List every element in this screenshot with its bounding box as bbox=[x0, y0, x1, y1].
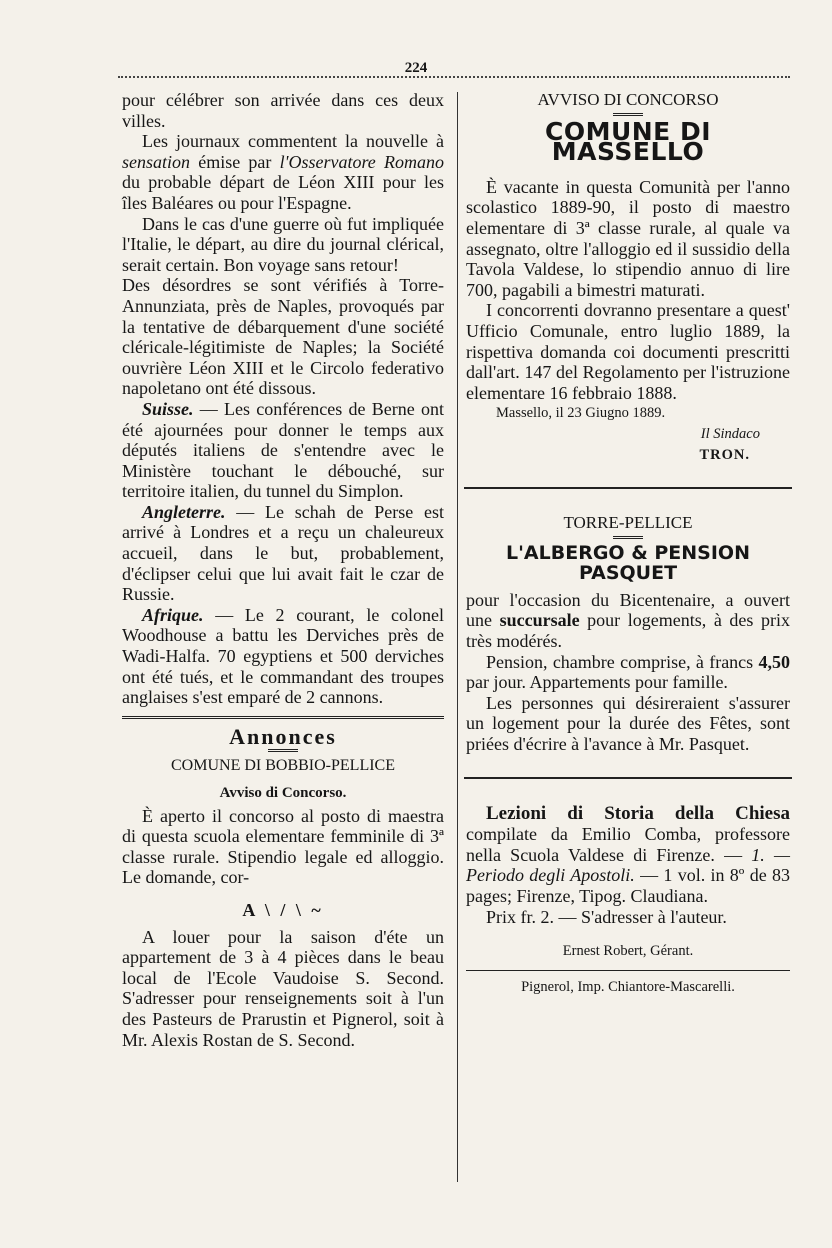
sindaco-line: Il Sindaco bbox=[700, 425, 760, 442]
torre-pellice-heading: TORRE-PELLICE bbox=[563, 513, 693, 533]
prix-line: Prix fr. 2. — S'adresser à l'auteur. bbox=[486, 906, 727, 927]
short-rule bbox=[613, 536, 643, 539]
comune-massello-heading: COMUNE DI MASSELLO bbox=[544, 116, 712, 167]
short-rule bbox=[613, 113, 643, 116]
text-run-bold: 4,50 bbox=[758, 651, 790, 672]
avviso-heading: Avviso di Concorso. bbox=[219, 785, 347, 801]
text-run-italic: 1. — Periodo degli Apostoli. bbox=[466, 844, 790, 886]
albergo-heading: L'ALBERGO & PENSION PASQUET bbox=[506, 541, 750, 585]
text-run: — Les conférences de Berne ont été ajournées pour donner le temps aux députés italiens de s'entendre avec le Ministère touchant le débouché, sur territoire italien, du tunnel du Simplon. bbox=[122, 398, 444, 502]
double-rule bbox=[122, 716, 444, 719]
separator-rule bbox=[464, 487, 792, 489]
right-column bbox=[466, 90, 790, 997]
text-run: pour logements, à des prix très modérés. bbox=[466, 610, 790, 652]
text-run-bold: succursale bbox=[499, 610, 580, 631]
left-column bbox=[122, 90, 444, 1050]
lezioni-title: Lezioni di Storia della Chiesa bbox=[486, 802, 790, 824]
text-run: — Le schah de Perse est arrivé à Londres et a reçu un chaleureux accueil, dans le but, probablement, d'éclipser celui que lui avait fait le czar de Russie. bbox=[122, 501, 444, 605]
text-run: pour l'occasion du Bicentenaire, a ouvert une bbox=[466, 589, 790, 631]
right-paragraph-2: I concorrenti dovranno presentare a quest' Ufficio Comunale, entro luglio 1889, la rispettiva domanda coi documenti prescritti dall'art. 147 del Regolamento per l'istruzione elementare 16 febbraio 1888. bbox=[466, 300, 790, 403]
section-head: Angleterre. bbox=[142, 501, 226, 522]
garbled-heading: A \ / \ ~ bbox=[242, 899, 324, 920]
left-paragraph-bobbio: È aperto il concorso al posto di maestra di questa scuola elementare femminile di 3ª classe rurale. Stipendio legale ed alloggio. Le domande, cor- bbox=[122, 805, 444, 888]
footer-rule bbox=[466, 970, 790, 971]
separator-rule bbox=[464, 777, 792, 779]
news-afrique bbox=[122, 605, 444, 708]
left-paragraph-4: Des désordres se sont vérifiés à Torre-Annunziata, près de Naples, provoqués par la tentative de débarquement d'une société cléricale-légitimiste de Naples; la Société ouvrière Léon XIII et le Circolo federativo napoletano ont été dissous. bbox=[122, 275, 444, 399]
text-run: du probable départ de Léon XIII pour les îles Baléares ou pour l'Espagne. bbox=[122, 172, 444, 213]
column-rule bbox=[457, 92, 458, 1182]
right-paragraph-4 bbox=[466, 652, 790, 693]
top-rule bbox=[118, 76, 790, 78]
right-paragraph-1: È vacante in questa Comunità per l'anno scolastico 1889-90, il posto di maestro elementare di 3ª classe rurale, al quale va assegnato, oltre l'alloggio ed il sussidio della Tavola Valdese, lo stipendio annuo di lire 700, pagabili a bimestri maturati. bbox=[466, 176, 790, 300]
comune-bobbio-heading: COMUNE DI BOBBIO-PELLICE bbox=[171, 757, 395, 775]
news-suisse bbox=[122, 399, 444, 502]
text-run-italic: sensation bbox=[122, 151, 191, 172]
section-head: Suisse. bbox=[142, 398, 194, 419]
page-number: 224 bbox=[404, 60, 428, 76]
left-paragraph-1: pour célébrer son arrivée dans ces deux villes. bbox=[122, 90, 444, 131]
date-line: Massello, il 23 Giugno 1889. bbox=[496, 405, 666, 422]
left-paragraph-2 bbox=[122, 131, 444, 213]
text-run-italic: l'Osservatore Romano bbox=[279, 151, 444, 172]
text-run: — 1 vol. in 8º de 83 pages; Firenze, Tipog. Claudiana. bbox=[466, 865, 790, 906]
signature-name: TRON. bbox=[699, 446, 750, 463]
avviso-concorso-heading: AVVISO DI CONCORSO bbox=[537, 90, 719, 109]
left-paragraph-louer: A louer pour la saison d'éte un appartement de 3 à 4 pièces dans le beau local de l'Ecole Vaudoise S. Second. S'adresser pour renseignements soit à l'un des Pasteurs de Prarustin et Pignerol, soit à Mr. Alexis Rostan de S. Second. bbox=[122, 926, 444, 1050]
gerant-line: Ernest Robert, Gérant. bbox=[562, 943, 694, 960]
annonces-heading: Annonces bbox=[229, 723, 337, 749]
left-paragraph-3: Dans le cas d'une guerre où fut impliquée l'Italie, le départ, au dire du journal clérical, serait certain. Bon voyage sans retour! bbox=[122, 213, 444, 275]
text-run: Pension, chambre comprise, à francs bbox=[486, 651, 759, 672]
news-angleterre bbox=[122, 502, 444, 605]
text-run: émise par bbox=[190, 151, 280, 172]
lezioni-paragraph bbox=[466, 803, 790, 907]
text-run: Les journaux commentent la nouvelle à bbox=[142, 131, 444, 152]
right-paragraph-3 bbox=[466, 590, 790, 652]
right-paragraph-5: Les personnes qui désireraient s'assurer un logement pour la durée des Fêtes, sont priées d'écrire à l'avance à Mr. Pasquet. bbox=[466, 692, 790, 755]
text-run: compilate da Emilio Comba, professore nella Scuola Valdese di Firenze. — bbox=[466, 824, 790, 865]
printer-line: Pignerol, Imp. Chiantore-Mascarelli. bbox=[521, 978, 735, 995]
short-rule bbox=[268, 749, 298, 752]
text-run: — Le 2 courant, le colonel Woodhouse a battu les Derviches près de Wadi-Halfa. 70 egyptiens et 500 derviches ont été tués, et le commandant des troupes anglaises s'est emparé de 2 cannons. bbox=[122, 604, 444, 708]
section-head: Afrique. bbox=[142, 604, 204, 625]
text-run: par jour. Appartements pour famille. bbox=[466, 672, 728, 693]
